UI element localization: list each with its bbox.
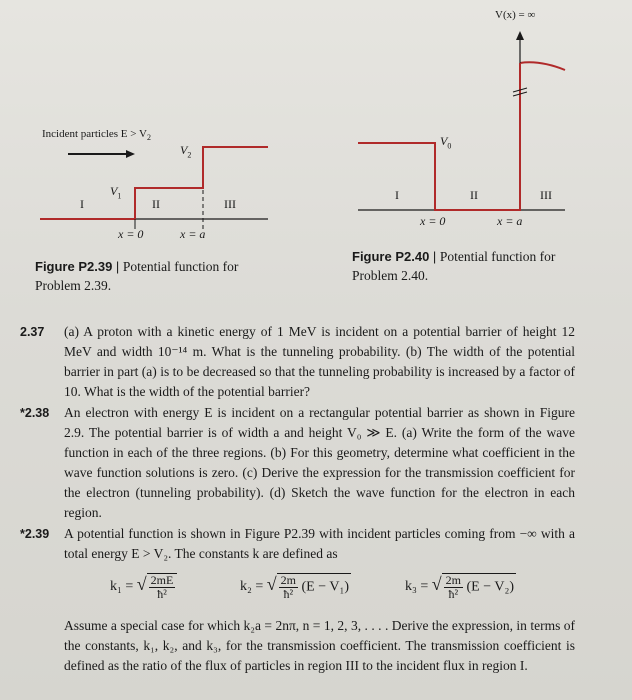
fig240-region-1: I — [395, 188, 399, 202]
v2-label: $V_2$ — [180, 143, 192, 160]
figure-p239-graph — [40, 147, 268, 229]
problem-number: *2.39 — [20, 527, 50, 541]
incident-arrow-head — [126, 150, 135, 158]
problem-2-39 — [20, 524, 575, 564]
fig240-caption: Figure P2.40 | Potential function for Problem 2.40. — [352, 249, 556, 283]
fig240-infinite-wall-top — [520, 62, 565, 70]
fig240-xa-label: x = a — [497, 214, 523, 228]
fig239-region-2: II — [152, 197, 160, 211]
problem-text: A potential function is shown in Figure P2.39 with incident particles coming from −∞ with a total energy E > V₂. The constants k are defined as — [64, 526, 575, 561]
problem-text: (a) A proton with a kinetic energy of 1 MeV is incident on a potential barrier of height 12 MeV and width 10⁻¹⁴ m. What is the tunneling probability. (b) The width of the potential barrier in part (a) is to be decreased so that the tunneling probability is increased by a factor of 10. What is the width of the potential barrier? — [64, 324, 575, 399]
k1-equation: k₁ = √ $\frac{2mE}{\text{ħ²}}$ — [110, 573, 177, 601]
problem-2-38 — [20, 403, 575, 523]
fig240-region-3: III — [540, 188, 552, 202]
v0-label: $V_0$ — [440, 134, 452, 151]
problem-2-39-continuation — [20, 616, 575, 676]
fig240-infinity-arrow-head — [516, 31, 524, 40]
problem-number: *2.38 — [20, 406, 50, 420]
fig239-region-1: I — [80, 197, 84, 211]
fig240-x0-label: x = 0 — [420, 214, 446, 228]
figure-p240-graph — [358, 31, 565, 210]
k3-equation: k₃ = √ $\frac{2m}{\text{ħ²}}$ (E − V₂) — [405, 573, 515, 601]
fig239-caption: Figure P2.39 | Potential function for Problem 2.39. — [35, 259, 239, 293]
fig239-xa-label: x = a — [180, 227, 206, 241]
vx-infinity-label: V(x) = ∞ — [495, 9, 536, 21]
incident-particles-label: Incident particles $E > V_2$ — [42, 128, 151, 143]
problem-number: 2.37 — [20, 325, 45, 339]
fig239-x0-label: x = 0 — [118, 227, 144, 241]
problem-text: An electron with energy E is incident on a rectangular potential barrier as shown in Figure 2.9. The potential barrier is of width a and height V₀ ≫ E. (a) Write the form of the wave function in each of the three regions. (b) For this geometry, determine what coefficient in the wave function solutions is zero. (c) Derive the expression for the transmission coefficient for the electron (tunneling probability). (d) Sketch the wave function for the electron in each region. — [64, 405, 575, 520]
k2-equation: k₂ = √ $\frac{2m}{\text{ħ²}}$ (E − V₁) — [240, 573, 350, 601]
v1-label: $V_1$ — [110, 184, 122, 201]
fig240-region-2: II — [470, 188, 478, 202]
continuation-text: Assume a special case for which k₂a = 2nπ, n = 1, 2, 3, . . . . Derive the expression, in terms of the constants, k₁, k₂, and k₃, for the transmission coefficient. The transmission coefficient is defined as the ratio of the flux of particles in region III to the incident flux in region I. — [64, 618, 575, 673]
problem-2-37 — [20, 322, 575, 402]
fig239-region-3: III — [224, 197, 236, 211]
fig240-potential-line — [358, 63, 520, 210]
